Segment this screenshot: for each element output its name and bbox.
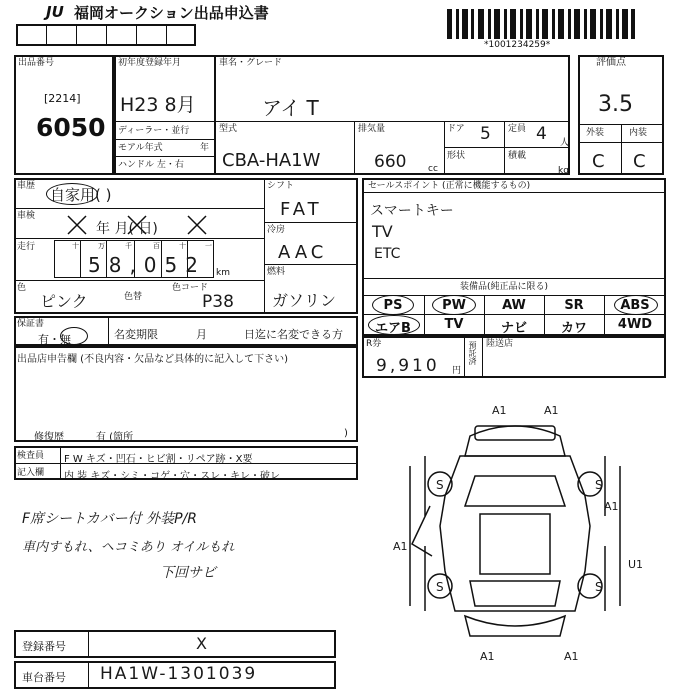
recycle-unit: 円 [452,366,462,376]
equipment-airbag: エアB [375,321,411,336]
equipment-abs: ABS [620,298,650,313]
vehicle-name-value: アイ T [262,96,319,120]
score-value: 3.5 [598,92,633,117]
fuel-value: ガソリン [272,291,337,310]
color-label: 色 [17,283,27,293]
door-value: 5 [480,124,491,144]
mileage-digit-label: 十 [179,242,186,250]
mileage-digit-label: 千 [125,242,132,250]
interior-value: C [633,151,646,172]
warranty-options: 有・無 [38,333,71,346]
equipment-label: 装備品(純正品に限る) [460,282,549,292]
warranty-circle [60,327,88,345]
interior-label: 内装 [629,128,648,138]
registration-value: H23 8月 [120,94,196,116]
warranty-label: 保証書 [17,319,45,329]
mileage-unit: km [216,268,230,278]
inspector-label-2: 記入欄 [17,468,45,478]
sales-points-label: セールスポイント (正常に機能するもの) [368,181,531,191]
equipment-leather: カワ [560,321,587,336]
color-code-label: 色コード [172,283,209,293]
mileage-digit-label: 万 [98,242,105,250]
repair-label: 修復歴 [34,432,64,443]
handle-label: ハンドル 左・右 [118,160,184,170]
displacement-unit: cc [428,164,438,174]
chassis-number-value: HA1W-1301039 [100,664,258,684]
inspector-row-2: 内 装 キズ・シミ・コゲ・穴・スレ・キレ・破レ [64,471,281,482]
mileage-digit-label: 百 [153,242,160,250]
capacity-unit: 人 [560,138,570,148]
inspection-cross-marks [60,212,260,238]
capacity-value: 4 [536,124,547,144]
lot-sub-number: [2214] [44,92,81,105]
registration-label: 初年度登録年月 [118,58,182,68]
name-change-note: 日迄に名変できる方 [244,328,343,341]
color-change-label: 色替 [124,292,143,302]
vehicle-name-label: 車名・グレード [219,58,283,68]
mileage-value: 58,052 [88,253,206,277]
shape-label: 形状 [447,151,466,161]
note-line-1: F席シートカバー付 外装P/R [22,511,197,527]
diagram-mark: A1 [564,650,579,663]
registration-number-value: X [196,634,207,653]
sales-point-item: TV [372,222,393,241]
shift-label: シフト [267,181,295,191]
sales-point-item: ETC [374,246,401,262]
dealer-label: ディーラー・並行 [118,126,190,136]
exterior-label: 外装 [586,128,605,138]
equipment-4wd: 4WD [617,317,653,332]
equipment-sr: SR [564,298,584,313]
diagram-mark: S [595,478,603,492]
diagram-mark: S [595,580,603,594]
diagram-mark: A1 [480,650,495,663]
equipment-tv: TV [444,317,464,332]
recycle-label: R券 [366,339,382,349]
color-value: ピンク [40,292,88,311]
repair-value: 有 (箇所 [96,432,134,443]
note-line-2: 車内すもれ、ヘコミあり オイルもれ [22,540,235,555]
recycle-deposit-label: 預託済 [468,341,477,365]
diagram-mark: A1 [544,404,559,417]
inspector-label: 検査員 [17,451,45,461]
cooling-value: AAC [278,242,328,263]
inspector-row-1: F W キズ・凹石・ヒビ割・リペア跡・X要 [64,454,253,465]
displacement-value: 660 [374,152,407,172]
equipment-circle-airbag [368,315,420,335]
auction-logo: JU [46,3,64,21]
model-label: 型式 [219,124,238,134]
mileage-label: 走行 [17,242,36,252]
color-code-value: P38 [202,292,234,312]
model-year-label: モアル年式 [118,143,163,153]
diagram-mark: A1 [492,404,507,417]
pickup-label: 陸送店 [486,339,514,349]
form-title: 福岡オークション出品申込書 [74,4,269,22]
inspection-value: 年 月( 日) [96,221,158,237]
equipment-navi: ナビ [500,321,527,336]
equipment-pw: PW [442,298,466,313]
inspection-label: 車検 [17,211,36,221]
diagram-mark: S [436,478,444,492]
registration-number-label: 登録番号 [22,640,66,653]
displacement-label: 排気量 [358,124,386,134]
diagram-mark: A1 [604,500,619,513]
model-year-unit: 年 [200,143,210,153]
mileage-digit-label: 一 [205,242,212,250]
name-change-unit: 月 [196,328,207,341]
barcode-number: *1001234259* [484,40,551,50]
mileage-digit-label: 十 [72,242,79,250]
recycle-value: 9,910 [376,356,440,376]
score-label: 評価点 [596,57,626,68]
chassis-number-label: 車台番号 [22,671,66,684]
fuel-label: 燃料 [267,267,286,277]
sales-point-item: スマートキー [370,203,454,219]
usage-value: 自家用( ) [50,186,112,204]
load-unit: kg [558,166,569,176]
diagram-mark: A1 [393,540,408,553]
repair-close: ) [344,428,348,439]
barcode [447,9,635,39]
equipment-circle-ps [372,295,414,315]
declaration-label: 出品店申告欄 (不良内容・欠品など具体的に記入して下さい) [17,354,288,365]
lot-number-label: 出品番号 [18,58,55,68]
load-label: 積載 [508,151,527,161]
usage-label: 車歴 [17,181,36,191]
usage-circle [46,183,98,205]
equipment-aw: AW [502,298,526,313]
cooling-label: 冷房 [267,225,286,235]
capacity-label: 定員 [508,124,527,134]
header-box-row [16,24,196,46]
shift-value: FAT [280,199,323,220]
lot-number: 6050 [36,113,106,142]
exterior-value: C [592,151,605,172]
equipment-circle-abs [614,295,658,315]
door-label: ドア [447,124,465,134]
note-line-3: 下回サビ [160,565,216,581]
diagram-mark: U1 [628,558,644,571]
name-change-label: 名変期限 [114,328,158,341]
equipment-ps: PS [383,298,403,313]
car-damage-diagram [400,396,630,662]
equipment-circle-pw [432,295,476,315]
model-value: CBA-HA1W [222,150,321,171]
barcode-bars [447,9,635,39]
diagram-mark: S [436,580,444,594]
